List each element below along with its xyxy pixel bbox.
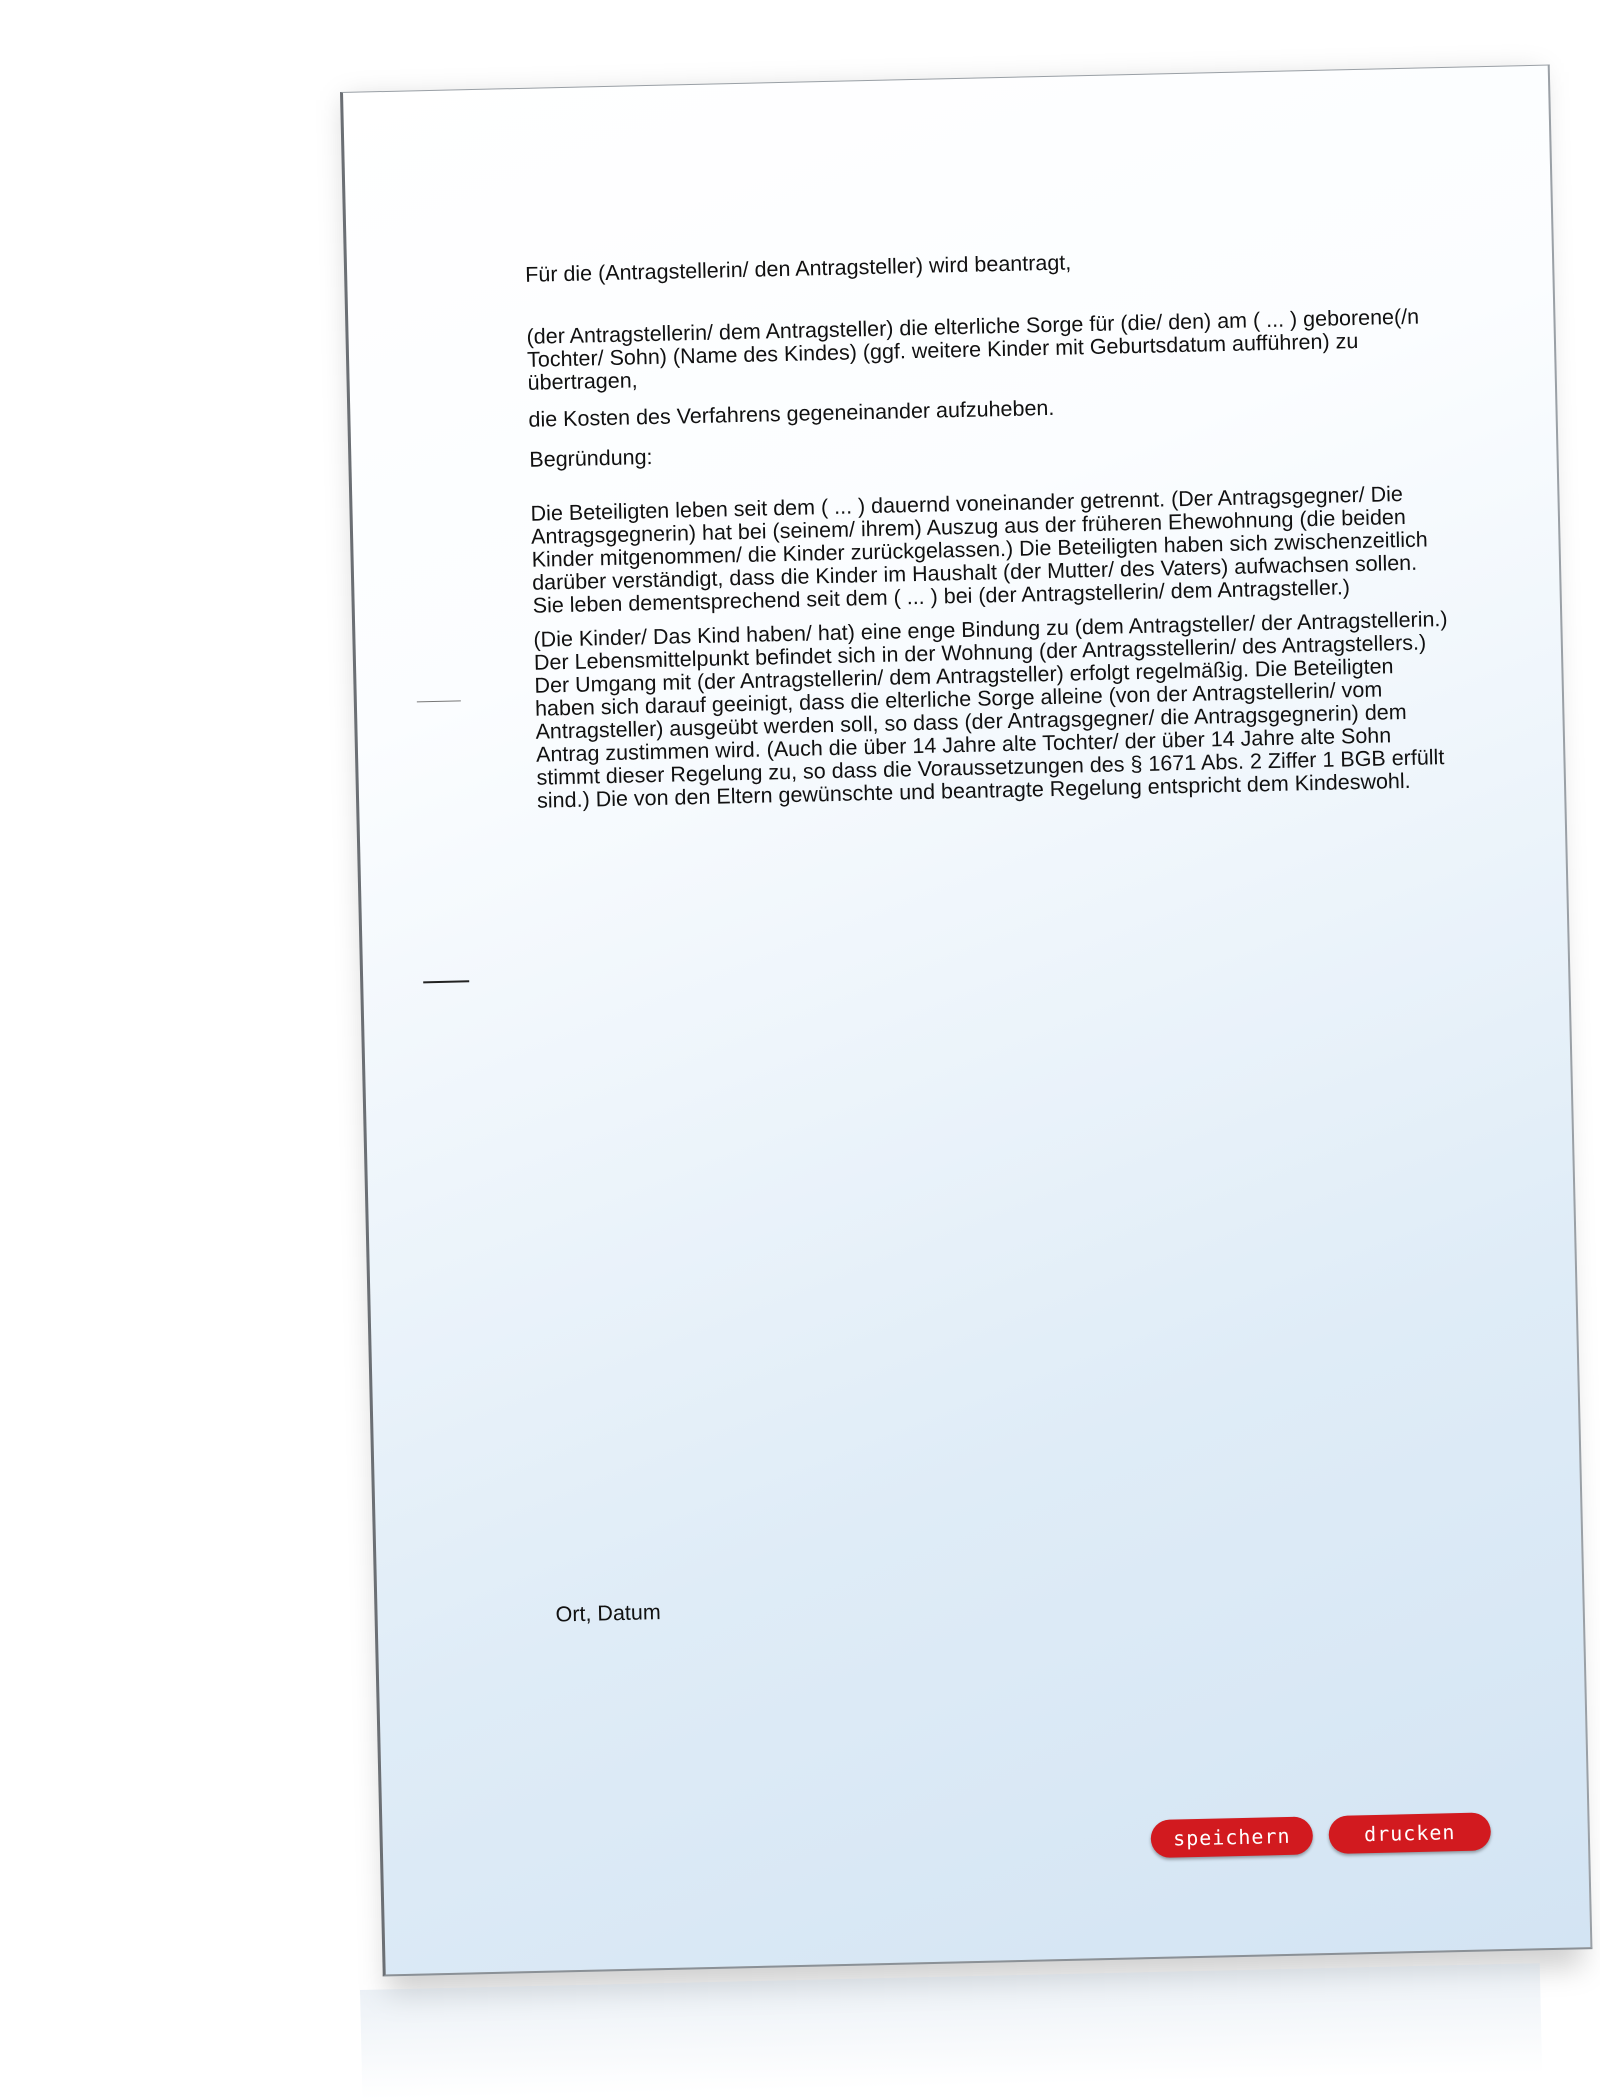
reasoning-paragraph-1: Die Beteiligten leben seit dem ( ... ) dauernd voneinander getrennt. (Der Antragsgegner/ Die Antragsgegnerin) hat bei (seinem/ ihrem) Auszug aus der früheren Ehewohnung (die beiden Kinder mitgenommen/ die Kinder zurückgelassen.) Die Beteiligten haben sich zwischenzeitlich darüber verständigt, dass die Kinder im Haushalt (der Mutter/ des Vaters) aufwachsen sollen. Sie leben dementsprechend seit dem ( ... ) bei (der Antragstellerin/ dem Antragsteller.) — [530, 481, 1429, 618]
reasoning-paragraph-2: (Die Kinder/ Das Kind haben/ hat) eine enge Bindung zu (dem Antragsteller/ der Antragstellerin.) Der Lebensmittelpunkt befindet sich in der Wohnung (der Antragsstellerin/ des Antragstellers.) Der Umgang mit (der Antragstellerin/ dem Antragsteller) erfolgt regelmäßig. Die Beteiligten haben sich darauf geeinigt, dass die elterliche Sorge alleine (von der Antragstellerin/ vom Antragsteller) ausgeübt werden soll, so dass (der Antragsgegner/ die Antragsgegnerin) dem Antrag zustimmen wird. (Auch die über 14 Jahre alte Tochter/ der über 14 Jahre alte Sohn stimmt dieser Regelung zu, so dass die Voraussetzungen des § 1671 Abs. 2 Ziffer 1 BGB erfüllt sind.) Die von den Eltern gewünschte und beantragte Regelung entspricht dem Kindeswohl. — [533, 607, 1448, 813]
document-page — [340, 65, 1592, 1977]
fold-mark — [417, 700, 461, 702]
reasoning-heading: Begründung: — [529, 445, 653, 472]
costs-text: die Kosten des Verfahrens gegeneinander aufzuheben. — [528, 395, 1055, 432]
request-text: (der Antragstellerin/ dem Antragsteller) die elterliche Sorge für (die/ den) am ( ... ) geborene(/n Tochter/ Sohn) (Name des Kindes) (ggf. weitere Kinder mit Geburtsdatum aufführen) zu übertragen, — [526, 304, 1420, 395]
punch-mark — [423, 980, 469, 983]
save-button[interactable]: speichern — [1150, 1816, 1313, 1858]
print-button[interactable]: drucken — [1328, 1812, 1491, 1854]
place-date-label: Ort, Datum — [555, 1600, 661, 1627]
intro-text: Für die (Antragstellerin/ den Antragsteller) wird beantragt, — [524, 250, 1072, 287]
